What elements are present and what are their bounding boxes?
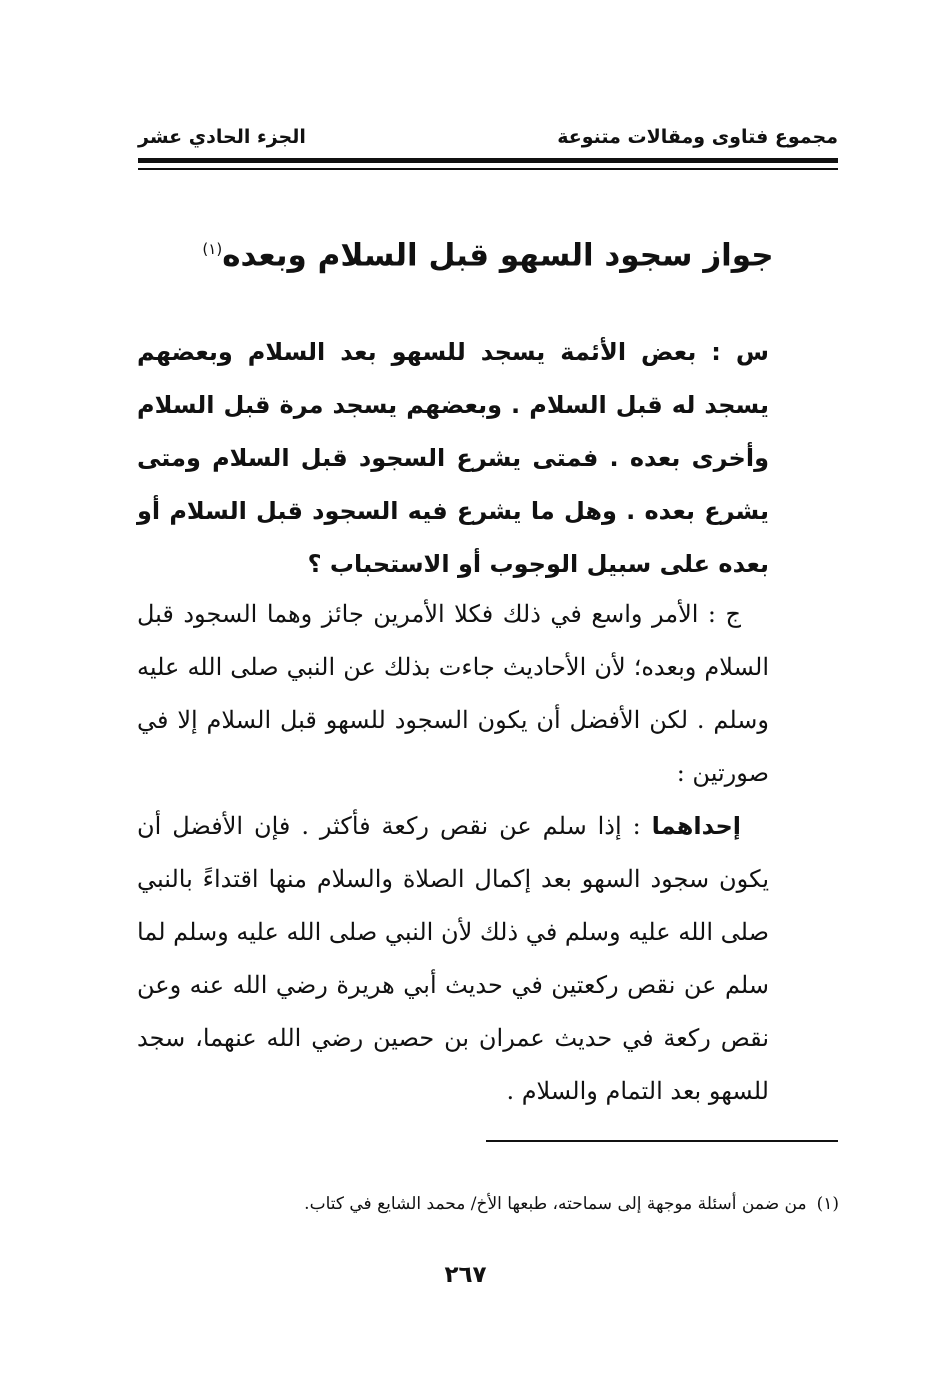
case-one-paragraph: [137, 800, 769, 1118]
answer-paragraph: [137, 588, 769, 800]
footnote-text: من ضمن أسئلة موجهة إلى سماحته، طبعها الأخ/ محمد الشايع في كتاب.: [304, 1194, 807, 1214]
footnote: [139, 1190, 839, 1218]
volume-label: الجزء الحادي عشر: [138, 126, 306, 148]
book-title: مجموع فتاوى ومقالات متنوعة: [557, 126, 838, 148]
answer-text: ج : الأمر واسع في ذلك فكلا الأمرين جائز وهما السجود قبل السلام وبعده؛ لأن الأحاديث جاءت بذلك عن النبي صلى الله عليه وسلم . لكن الأفضل أن يكون السجود للسهو قبل السلام إلا في صورتين :: [137, 600, 770, 787]
footnote-rule: [486, 1140, 838, 1142]
article-title: [138, 224, 838, 280]
case-one-label: إحداهما: [651, 812, 741, 840]
page-number: ٢٦٧: [444, 1262, 487, 1288]
running-header: [138, 126, 838, 154]
case-one-text: : إذا سلم عن نقص ركعة فأكثر . فإن الأفضل أن يكون سجود السهو بعد إكمال الصلاة والسلام منها اقتداءً بالنبي صلى الله عليه وسلم في ذلك لأن النبي صلى الله عليه وسلم لما سلم عن نقص ركعتين في حديث أبي هريرة رضي الله عنه وعن نقص ركعة في حديث عمران بن حصين رضي الله عنهما، سجد للسهو بعد التمام والسلام .: [137, 812, 769, 1105]
footnote-number: (١): [816, 1194, 839, 1214]
header-rule-thin: [138, 168, 838, 170]
title-footnote-marker: (١): [202, 240, 223, 258]
article-title-text: جواز سجود السهو قبل السلام وبعده: [222, 237, 774, 274]
question-paragraph: س : بعض الأئمة يسجد للسهو بعد السلام وبعضهم يسجد له قبل السلام . وبعضهم يسجد مرة قبل السلام وأخرى بعده . فمتى يشرع السجود قبل السلام ومتى يشرع بعده . وهل ما يشرع فيه السجود قبل السلام أو بعده على سبيل الوجوب أو الاستحباب ؟: [137, 338, 769, 578]
header-rule-thick: [138, 158, 838, 163]
